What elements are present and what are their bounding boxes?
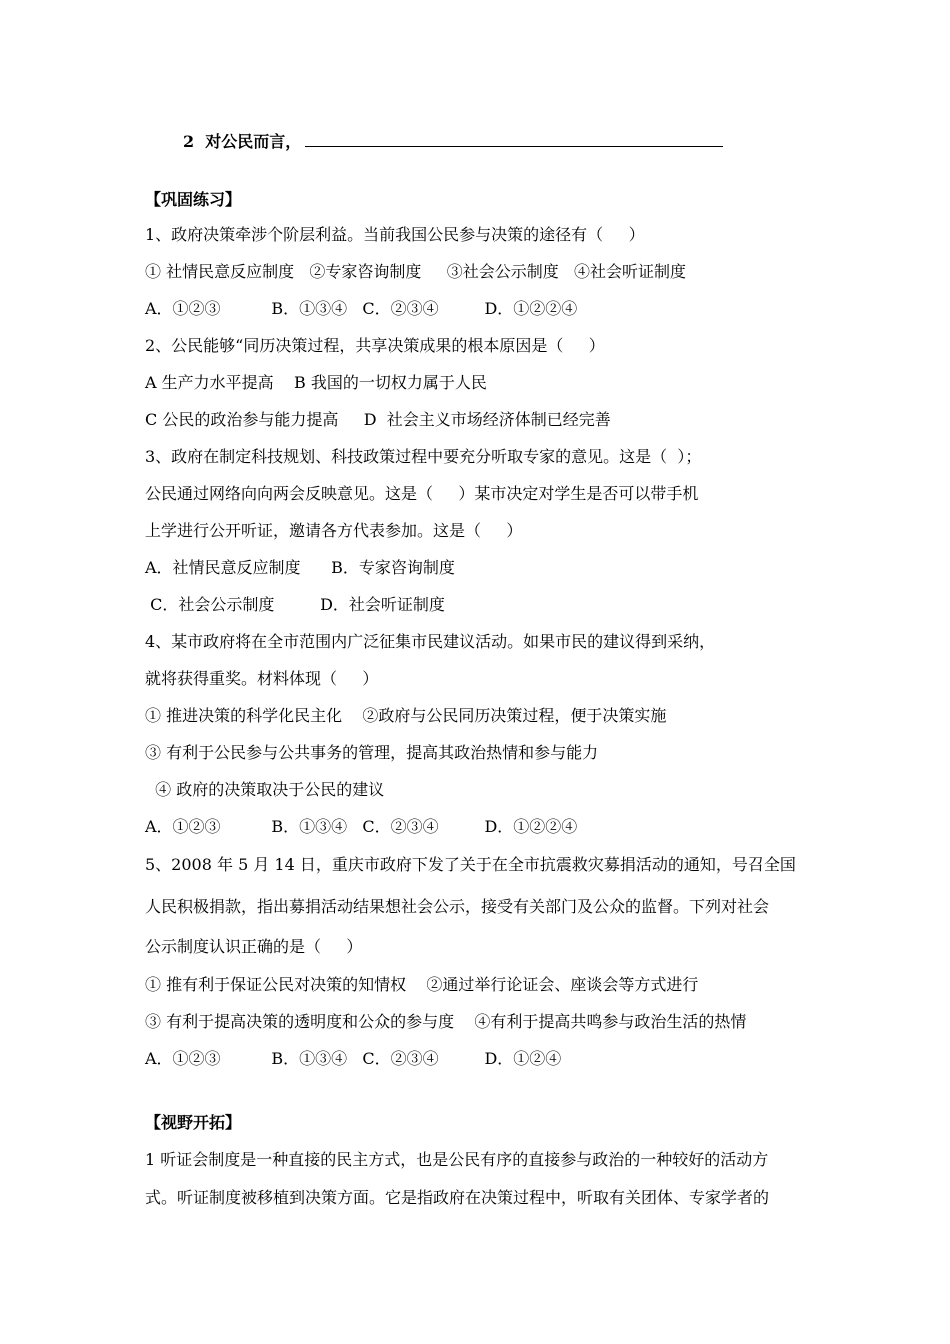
q5-item-2: ③ 有利于提高决策的透明度和公众的参与度 ④有利于提高共鸣参与政治生活的热情 [145, 1012, 747, 1031]
q4-options: A．①②③ B．①③④ C．②③④ D．①②②④ [145, 817, 578, 836]
q3-line-1: 3、政府在制定科技规划、科技政策过程中要充分听取专家的意见。这是（ ）； [145, 447, 702, 466]
q5-item-1: ① 推有利于保证公民对决策的知情权 ②通过举行论证会、座谈会等方式进行 [145, 975, 699, 994]
fill-in-question [183, 130, 723, 152]
q1-items: ① 社情民意反应制度 ②专家咨询制度 ③社会公示制度 ④社会听证制度 [145, 262, 687, 281]
q3-line-2: 公民通过网络向向两会反映意见。这是（ ）某市决定对学生是否可以带手机 [145, 484, 699, 503]
q5-line-1: 5、2008 年 5 月 14 日，重庆市政府下发了关于在全市抗震救灾募捐活动的通知，号召全国 [145, 855, 796, 874]
horizon-line-1: 1 听证会制度是一种直接的民主方式，也是公民有序的直接参与政治的一种较好的活动方 [145, 1150, 769, 1169]
horizon-line-2: 式。听证制度被移植到决策方面。它是指政府在决策过程中，听取有关团体、专家学者的 [145, 1188, 770, 1207]
q4-line-2: 就将获得重奖。材料体现（ ） [145, 669, 379, 688]
q3-options-ab: A．社情民意反应制度 B．专家咨询制度 [145, 558, 455, 577]
fill-in-prompt: 2 对公民而言， [183, 132, 302, 151]
q5-line-3: 公示制度认识正确的是（ ） [145, 937, 363, 956]
q4-item-1: ① 推进决策的科学化民主化 ②政府与公民同历决策过程，便于决策实施 [145, 706, 667, 725]
q5-line-2: 人民积极捐款，指出募捐活动结果想社会公示，接受有关部门及公众的监督。下列对社会 [145, 897, 770, 916]
q5-options: A．①②③ B．①③④ C．②③④ D．①②④ [145, 1049, 562, 1068]
q3-line-3: 上学进行公开听证，邀请各方代表参加。这是（ ） [145, 521, 523, 540]
q4-item-3: ④ 政府的决策取决于公民的建议 [145, 780, 385, 799]
practice-heading: 【巩固练习】 [145, 190, 242, 209]
horizon-heading: 【视野开拓】 [145, 1113, 242, 1132]
q2-stem: 2、公民能够“同历决策过程，共享决策成果的根本原因是（ ） [145, 336, 605, 355]
q2-options-cd: C 公民的政治参与能力提高 D 社会主义市场经济体制已经完善 [145, 410, 611, 429]
q4-line-1: 4、某市政府将在全市范围内广泛征集市民建议活动。如果市民的建议得到采纳， [145, 632, 716, 651]
q1-options: A．①②③ B．①③④ C．②③④ D．①②②④ [145, 299, 578, 318]
q2-options-ab: A 生产力水平提高 B 我国的一切权力属于人民 [145, 373, 487, 392]
q3-options-cd: C．社会公示制度 D．社会听证制度 [145, 595, 445, 614]
answer-blank-line[interactable] [305, 130, 723, 147]
q4-item-2: ③ 有利于公民参与公共事务的管理，提高其政治热情和参与能力 [145, 743, 599, 762]
q1-stem: 1、政府决策牵涉个阶层利益。当前我国公民参与决策的途径有（ ） [145, 225, 645, 244]
